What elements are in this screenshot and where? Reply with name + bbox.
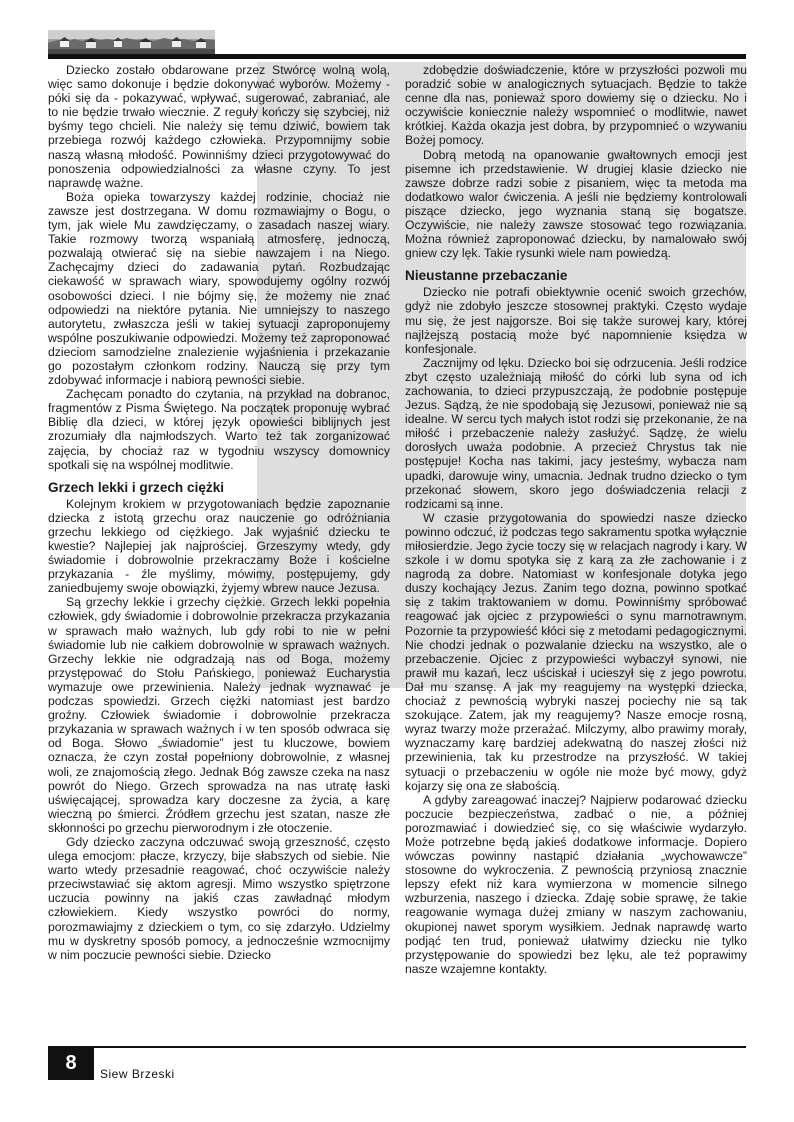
paragraph: zdobędzie doświadczenie, które w przyszłości pozwoli mu poradzić sobie w analogicznych sytuacjach. Będzie to także cenne dla nas, ponieważ sporo dowiemy się o dziecku. No i oczywiście koniecznie należy wspomnieć o modlitwie, nawet krótkiej. Każda okazja jest dobra, by przypomnieć o wzywaniu Bożej pomocy. (405, 63, 747, 148)
section-heading: Grzech lekki i grzech ciężki (48, 479, 225, 495)
paragraph: Boża opieka towarzyszy każdej rodzinie, chociaż nie zawsze jest dostrzegana. W domu rozmawiajmy o Bogu, o tym, jak wiele Mu zawdzięczamy, o zasadach naszej wiary. Takie rozmowy tworzą wspaniałą atmosferę, jednoczą, pozwalają otwierać się na siebie nawzajem i na Niego. Zachęcajmy dzieci do zadawania pytań. Rozbudzając ciekawość w sprawach wiary, spowodujemy ogólny rozwój osobowości dzieci. I nie bójmy się, że możemy nie znać odpowiedzi na niektóre pytania. Nie umniejszy to naszego autorytetu, zwłaszcza jeśli w takiej sytuacji zaproponujemy wspólne poszukiwanie odpowiedzi. Możemy też zaproponować dzieciom samodzielne znalezienie wyjaśnienia i przekazanie go pozostałym członkom rodziny. Nauczą się przy tym zdobywać informacje i nabiorą pewności siebie. (48, 189, 390, 388)
paragraph: Dziecko nie potrafi obiektywnie ocenić swoich grzechów, gdyż nie zdobyło jeszcze stosownej praktyki. Często wydaje mu się, że jest najgorsze. Boi się także surowej kary, której najlżejszą postacią może być napomnienie księdza w konfesjonale. (405, 285, 747, 356)
paragraph: Kolejnym krokiem w przygotowaniach będzie zapoznanie dziecka z istotą grzechu oraz nauczenie go odróżniania grzechu lekkiego od ciężkiego. Jak wyjaśnić dziecku te kwestie? Najlepiej jak najprościej. Grzeszymy wtedy, gdy świadomie i dobrowolnie przekraczamy Boże i kościelne przykazania - źle myślimy, mówimy, postępujemy, gdy zaniedbujemy swoje obowiązki, żyjemy wbrew nauce Jezusa. (48, 496, 390, 596)
paragraph: Gdy dziecko zaczyna odczuwać swoją grzeszność, często ulega emocjom: płacze, krzyczy, bije słabszych od siebie. Nie warto wtedy przesadnie reagować, choć oczywiście należy przeciwstawiać się aktom agresji. Mimo wszystko spiętrzone uczucia powinny na jakiś czas zawładnąć młodym człowiekiem. Kiedy wszystko powróci do normy, porozmawiajmy z dzieckiem o tym, co się zdarzyło. Udzielmy mu w dyskretny sposób pomocy, a jednocześnie wzmocnijmy w nim poczucie pewności siebie. Dziecko (48, 834, 390, 962)
paragraph: Dobrą metodą na opanowanie gwałtownych emocji jest pisemne ich przedstawienie. W drugiej klasie dziecko nie zawsze dobrze radzi sobie z pisaniem, więc ta metoda ma dodatkowo walor ćwiczenia. A jeśli nie będziemy kontrolowali piszące dziecko, jego wyznania staną się bogatsze. Oczywiście, nie należy zawsze stosować tego rozwiązania. Można również zaproponować dziecku, by namalowało swój gniew czy lęk. Takie rysunki wiele nam powiedzą. (405, 147, 747, 261)
right-column (405, 63, 747, 976)
paragraph: W czasie przygotowania do spowiedzi nasze dziecko powinno odczuć, iż podczas tego sakramentu spotka wyłącznie miłosierdzie. Jego życie toczy się w relacjach nagrody i kary. W szkole i w domu spotyka się z karą za złe zachowanie i z nagrodą za dobre. Natomiast w konfesjonale dotyka jego duszy kochający Jezus. Zanim tego dozna, powinno spotkać się z takim traktowaniem w domu. Powinniśmy spróbować reagować jak ojciec z przypowieści o synu marnotrawnym. Pozornie ta przypowieść kłóci się z metodami pedagogicznymi. Nie chodzi jednak o pozwalanie dziecku na wszystko, ale o przebaczenie. Ojciec z przypowieści wybaczył synowi, nie prawił mu kazań, lecz uściskał i ucieszył się z jego powrotu. Dał mu szansę. A jak my reagujemy na występki dziecka, chociaż z pewnością wybryki naszej pociechy nie są tak szokujące. Zatem, jak my reagujemy? Nasze emocje rosną, wyraz twarzy może przerażać. Milczymy, albo prawimy morały, wyznaczamy karę bardziej adekwatną do naszej złości niż przewinienia, tak ku przestrodze na przyszłość. W takiej sytuacji o przebaczeniu w ogóle nie może być mowy, gdyż kojarzy się ona ze słabością. (405, 510, 747, 793)
paragraph: Zachęcam ponadto do czytania, na przykład na dobranoc, fragmentów z Pisma Świętego. Na początek proponuję wybrać Biblię dla dzieci, w której język opowieści biblijnych jest zrozumiały dla najmłodszych. Warto też tak zorganizować zajęcia, by chociaż raz w tygodniu wszyscy domownicy spotkali się na wspólnej modlitwie. (48, 387, 390, 472)
paragraph: Dziecko zostało obdarowane przez Stwórcę wolną wolą, więc samo dokonuje i będzie dokonywać wyborów. Możemy - póki się da - pokazywać, wpływać, sugerować, zabraniać, ale to nie będzie trwało wiecznie. Z reguły kończy się szybciej, niż byśmy tego chcieli. Nie należy się temu dziwić, bowiem tak przebiega rozwój każdego człowieka. Przypomnijmy sobie naszą własną młodość. Powinniśmy dzieci przygotowywać do ponoszenia odpowiedzialności za własne czyny. To jest naprawdę ważne. (48, 63, 390, 190)
paragraph: Są grzechy lekkie i grzechy ciężkie. Grzech lekki popełnia człowiek, gdy świadomie i dobrowolnie przekracza przykazania w sprawach mało ważnych, lub gdy robi to nie w pełni świadomie lub nie całkiem dobrowolnie w sprawach ważnych. Grzechy lekkie nie odgradzają nas od Boga, możemy przystępować do Stołu Pańskiego, ponieważ Eucharystia wymazuje owe przewinienia. Należy jednak wyznawać je podczas spowiedzi. Grzech ciężki natomiast jest bardzo groźny. Człowiek świadomie i dobrowolnie przekracza przykazania w sprawach ważnych i w ten sposób odwraca się od Boga. Słowo „świadomie” jest tu kluczowe, bowiem oznacza, że czyn został popełniony dobrowolnie, z własnej woli, ze znajomością złego. Jednak Bóg zawsze czeka na nasz powrót do Niego. Grzech sprowadza na nas utratę łaski uświęcającej, sprowadza kary doczesne za życia, a karę wieczną po śmierci. Źródłem grzechu jest szatan, nasze złe skłonności po grzechu pierworodnym i złe otoczenie. (48, 595, 390, 835)
section-heading: Nieustanne przebaczanie (405, 268, 568, 284)
header-rule (48, 54, 746, 59)
footer-rule (48, 1046, 746, 1048)
publication-name: Siew Brzeski (100, 1067, 175, 1081)
left-column (48, 63, 390, 962)
header-village-photo (48, 30, 215, 54)
paragraph: Zacznijmy od lęku. Dziecko boi się odrzucenia. Jeśli rodzice zbyt często uzależniają miłość do córki lub syna od ich zachowania, to dzieci przypuszczają, że podobnie postępuje Jezus. Sądzą, że nie spodobają się Jezusowi, ponieważ nie są idealne. W sercu tych małych istot rodzi się przekonanie, że na miłość i przebaczenie należy zasłużyć. Sądzę, że wielu dorosłych uważa podobnie. A przecież Chrystus tak nie postępuje! Kocha nas takimi, jacy jesteśmy, wybacza nam upadki, darowuje winy, umacnia. Jednak trudno dziecko o tym przekonać słowem, skoro jego doświadczenia relacji z rodzicami są inne. (405, 355, 747, 511)
paragraph: A gdyby zareagować inaczej? Najpierw podarować dziecku poczucie bezpieczeństwa, zadbać o nie, a później porozmawiać i dowiedzieć się, co się właściwie wydarzyło. Może potrzebne będą jakieś dodatkowe informacje. Dopiero wówczas powinny nastąpić działania „wychowawcze” stosowne do wykroczenia. Z pewnością przyniosą znacznie lepszy efekt niż kara wymierzona w momencie silnego wzburzenia, naszego i dziecka. Zdaję sobie sprawę, że takie reagowanie wymaga dużej zmiany w naszym zachowaniu, okupionej nawet sporym wysiłkiem. Jednak naprawdę warto podjąć ten trud, ponieważ ułatwimy dziecku nie tylko przystępowanie do spowiedzi bez lęku, ale też poprawimy nasze wzajemne kontakty. (405, 792, 747, 976)
page-number: 8 (48, 1046, 94, 1080)
